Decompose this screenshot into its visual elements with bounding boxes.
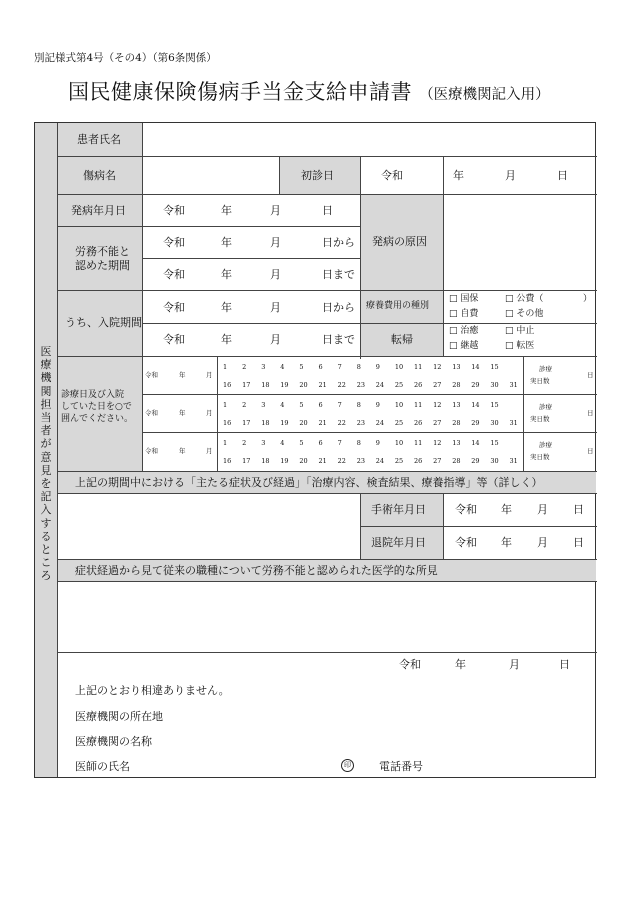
discharge-date-label: 退院年月日 (371, 536, 426, 549)
label-bg-incapacity (58, 226, 142, 290)
outcome-stopped-checkbox[interactable]: □ 中止 (505, 326, 535, 336)
outcome-transfer-checkbox[interactable]: □ 転医 (505, 341, 535, 351)
clinic-days-label: 実日数 (530, 453, 550, 461)
calendar-day[interactable]: 4 (280, 363, 285, 371)
onset-date-label: 発病年月日 (71, 204, 126, 217)
hospital-from-day[interactable]: 日から (322, 301, 355, 314)
address-label: 医療機関の所在地 (75, 710, 163, 723)
onset-era[interactable]: 令和 (163, 204, 185, 217)
cost-public-close: ） (583, 294, 593, 304)
calendar-day[interactable]: 7 (337, 363, 342, 371)
calendar-day[interactable]: 3 (261, 439, 266, 447)
details-heading: 上記の期間中における「主たる症状及び経過」「治療内容、検査結果、療養指導」等（詳しく） (75, 476, 543, 489)
calendar-day[interactable]: 30 (490, 419, 499, 427)
calendar-day[interactable]: 5 (299, 439, 304, 447)
calendar-day[interactable]: 15 (490, 439, 499, 447)
calendar-day[interactable]: 6 (318, 401, 323, 409)
calendar-day[interactable]: 19 (280, 457, 289, 465)
surgery-era[interactable]: 令和 (455, 503, 477, 516)
first-visit-month[interactable]: 月 (505, 169, 516, 182)
clinic-days-label: 診療 (539, 365, 552, 373)
calendar-day[interactable]: 14 (471, 401, 480, 409)
calendar-day[interactable]: 12 (433, 363, 442, 371)
calendar-day[interactable]: 30 (490, 457, 499, 465)
calendar-day[interactable]: 24 (375, 419, 385, 427)
calendar-day[interactable]: 21 (318, 419, 327, 427)
calendar-day[interactable]: 2 (242, 439, 247, 447)
calendar-day[interactable]: 25 (394, 419, 404, 427)
discharge-era[interactable]: 令和 (455, 536, 477, 549)
cost-national-checkbox[interactable]: □ 国保 (449, 294, 479, 304)
surgery-month[interactable]: 月 (537, 503, 548, 516)
calendar-day[interactable]: 18 (261, 419, 270, 427)
treatment-days-label-2: していた日を○で (61, 402, 132, 412)
calendar-day[interactable]: 21 (318, 381, 327, 389)
sign-era[interactable]: 令和 (399, 658, 421, 671)
hospital-period-label: うち、入院期間 (65, 316, 142, 329)
onset-month[interactable]: 月 (270, 204, 281, 217)
treatment-days-label-3: 囲んでください。 (61, 414, 134, 424)
cal-month-year[interactable]: 年 (179, 409, 186, 417)
cost-public-checkbox[interactable]: □ 公費（ (505, 294, 544, 304)
calendar-day[interactable]: 15 (490, 401, 499, 409)
treatment-days-label-1: 診療日及び入院 (61, 390, 125, 400)
calendar-day[interactable]: 6 (318, 439, 323, 447)
calendar-day[interactable]: 11 (414, 439, 423, 447)
discharge-year[interactable]: 年 (501, 536, 512, 549)
calendar-day[interactable]: 17 (242, 419, 251, 427)
incapacity-to-day[interactable]: 日まで (322, 268, 355, 281)
incapacity-label-1: 労務不能と (75, 245, 130, 258)
calendar-day[interactable]: 5 (299, 401, 304, 409)
calendar-day[interactable]: 15 (490, 363, 499, 371)
hospital-from-year[interactable]: 年 (221, 301, 232, 314)
title-suffix: （医療機関記入用） (419, 87, 550, 103)
clinic-days-label: 診療 (539, 441, 552, 449)
medical-opinion-field[interactable] (59, 582, 595, 651)
calendar-day[interactable]: 10 (394, 401, 404, 409)
certify-text: 上記のとおり相違ありません。 (75, 684, 230, 697)
calendar-day[interactable]: 16 (223, 419, 232, 427)
application-form (34, 122, 596, 778)
incapacity-from-era[interactable]: 令和 (163, 236, 185, 249)
cal-month-month[interactable]: 月 (206, 371, 213, 379)
calendar-day[interactable]: 25 (394, 457, 404, 465)
hospital-to-era[interactable]: 令和 (163, 333, 185, 346)
calendar-day[interactable]: 11 (414, 401, 423, 409)
calendar-day[interactable]: 18 (261, 381, 270, 389)
calendar-day[interactable]: 9 (375, 439, 380, 447)
cause-label: 発病の原因 (372, 235, 427, 248)
calendar-day[interactable]: 27 (433, 381, 442, 389)
calendar-day[interactable]: 10 (394, 439, 404, 447)
calendar-day[interactable]: 13 (452, 439, 461, 447)
calendar-day[interactable]: 20 (299, 381, 308, 389)
calendar-day[interactable]: 23 (356, 381, 365, 389)
onset-day[interactable]: 日 (322, 204, 333, 217)
calendar-day[interactable]: 27 (433, 457, 442, 465)
cost-type-label: 療養費用の種別 (366, 301, 430, 311)
calendar-day[interactable]: 23 (356, 419, 365, 427)
sign-day[interactable]: 日 (559, 658, 570, 671)
calendar-day[interactable]: 14 (471, 363, 480, 371)
clinic-days-label: 実日数 (530, 377, 550, 385)
calendar-day[interactable]: 1 (223, 439, 228, 447)
clinic-days-unit: 日 (587, 371, 594, 379)
outcome-cured-checkbox[interactable]: □ 治癒 (449, 326, 479, 336)
hospital-to-month[interactable]: 月 (270, 333, 281, 346)
incapacity-from-year[interactable]: 年 (221, 236, 232, 249)
cal-month-era[interactable]: 令和 (145, 371, 158, 379)
clinic-days-label: 実日数 (530, 415, 550, 423)
calendar-day[interactable]: 25 (394, 381, 404, 389)
calendar-day[interactable]: 17 (242, 381, 251, 389)
clinic-days-unit: 日 (587, 447, 594, 455)
hospital-from-era[interactable]: 令和 (163, 301, 185, 314)
calendar-day[interactable]: 28 (452, 381, 461, 389)
calendar-day[interactable]: 30 (490, 381, 499, 389)
institution-label: 医療機関の名称 (75, 735, 152, 748)
title-main: 国民健康保険傷病手当金支給申請書 (68, 80, 412, 104)
calendar-day[interactable]: 5 (299, 363, 304, 371)
calendar-day[interactable]: 11 (414, 363, 423, 371)
incapacity-to-era[interactable]: 令和 (163, 268, 185, 281)
injury-name-field[interactable] (143, 157, 278, 193)
seal-mark: 印 (341, 759, 354, 772)
calendar-day[interactable]: 10 (394, 363, 404, 371)
sign-year[interactable]: 年 (455, 658, 466, 671)
hospital-to-year[interactable]: 年 (221, 333, 232, 346)
calendar-day[interactable]: 26 (414, 419, 423, 427)
calendar-day[interactable]: 29 (471, 457, 480, 465)
hospital-to-day[interactable]: 日まで (322, 333, 355, 346)
surgery-day[interactable]: 日 (573, 503, 584, 516)
details-field[interactable] (59, 494, 359, 558)
outcome-label: 転帰 (391, 333, 413, 346)
calendar-day[interactable]: 24 (375, 457, 385, 465)
first-visit-day[interactable]: 日 (557, 169, 568, 182)
calendar-day[interactable]: 2 (242, 401, 247, 409)
cal-month-year[interactable]: 年 (179, 447, 186, 455)
calendar-day[interactable]: 7 (337, 439, 342, 447)
calendar-day[interactable]: 16 (223, 457, 232, 465)
doctor-label: 医師の氏名 (75, 760, 130, 773)
calendar-day[interactable]: 9 (375, 363, 380, 371)
calendar-day[interactable]: 17 (242, 457, 251, 465)
calendar-day[interactable]: 24 (375, 381, 385, 389)
calendar-day[interactable]: 19 (280, 419, 289, 427)
calendar-day[interactable]: 13 (452, 363, 461, 371)
calendar-day[interactable]: 1 (223, 401, 228, 409)
calendar-day[interactable]: 2 (242, 363, 247, 371)
cal-month-month[interactable]: 月 (206, 447, 213, 455)
phone-label: 電話番号 (379, 760, 423, 773)
calendar-day[interactable]: 29 (471, 381, 480, 389)
calendar-day[interactable]: 4 (280, 439, 285, 447)
calendar-day[interactable]: 4 (280, 401, 285, 409)
discharge-month[interactable]: 月 (537, 536, 548, 549)
calendar-day[interactable]: 3 (261, 363, 266, 371)
calendar-day[interactable]: 22 (337, 457, 346, 465)
cal-month-era[interactable]: 令和 (145, 447, 158, 455)
clinic-days-unit: 日 (587, 409, 594, 417)
patient-name-label: 患者氏名 (77, 133, 121, 146)
cal-month-month[interactable]: 月 (206, 409, 213, 417)
calendar-day[interactable]: 31 (509, 419, 518, 427)
calendar-day[interactable]: 8 (356, 363, 361, 371)
calendar-day[interactable]: 20 (299, 457, 308, 465)
side-label: 医療機関担当者が意見を記入するところ (40, 345, 52, 583)
calendar-day[interactable]: 6 (318, 363, 323, 371)
incapacity-from-day[interactable]: 日から (322, 236, 355, 249)
calendar-day[interactable]: 23 (356, 457, 365, 465)
calendar-day[interactable]: 12 (433, 401, 442, 409)
injury-name-label: 傷病名 (83, 169, 116, 182)
calendar-day[interactable]: 28 (452, 457, 461, 465)
discharge-day[interactable]: 日 (573, 536, 584, 549)
cal-month-era[interactable]: 令和 (145, 409, 158, 417)
patient-name-field[interactable] (143, 124, 595, 155)
onset-year[interactable]: 年 (221, 204, 232, 217)
calendar-day[interactable]: 28 (452, 419, 461, 427)
incapacity-to-month[interactable]: 月 (270, 268, 281, 281)
first-visit-year[interactable]: 年 (453, 169, 464, 182)
calendar-day[interactable]: 29 (471, 419, 480, 427)
calendar-day[interactable]: 18 (261, 457, 270, 465)
incapacity-to-year[interactable]: 年 (221, 268, 232, 281)
surgery-year[interactable]: 年 (501, 503, 512, 516)
clinic-days-label: 診療 (539, 403, 552, 411)
medical-opinion-heading: 症状経過から見て従来の職種について労務不能と認められた医学的な所見 (75, 564, 438, 577)
calendar-day[interactable]: 31 (509, 457, 518, 465)
calendar-day[interactable]: 14 (471, 439, 480, 447)
hospital-from-month[interactable]: 月 (270, 301, 281, 314)
calendar-day[interactable]: 1 (223, 363, 228, 371)
cal-month-year[interactable]: 年 (179, 371, 186, 379)
cost-other-checkbox[interactable]: □ その他 (505, 309, 544, 319)
calendar-day[interactable]: 26 (414, 381, 423, 389)
calendar-day[interactable]: 9 (375, 401, 380, 409)
calendar-day[interactable]: 26 (414, 457, 423, 465)
calendar-day[interactable]: 31 (509, 381, 518, 389)
first-visit-label: 初診日 (301, 169, 334, 182)
calendar-day[interactable]: 20 (299, 419, 308, 427)
surgery-date-label: 手術年月日 (371, 503, 426, 516)
calendar-day[interactable]: 27 (433, 419, 442, 427)
calendar-day[interactable]: 12 (433, 439, 442, 447)
calendar-day[interactable]: 22 (337, 381, 346, 389)
incapacity-label-2: 認めた期間 (75, 259, 130, 272)
calendar-day[interactable]: 7 (337, 401, 342, 409)
incapacity-from-month[interactable]: 月 (270, 236, 281, 249)
calendar-day[interactable]: 21 (318, 457, 327, 465)
cause-field[interactable] (444, 195, 595, 289)
calendar-day[interactable]: 16 (223, 381, 232, 389)
form-number: 別記様式第4号（その4）（第6条関係） (34, 52, 217, 64)
outcome-continued-checkbox[interactable]: □ 継越 (449, 341, 479, 351)
page-title (68, 76, 550, 106)
calendar-day[interactable]: 13 (452, 401, 461, 409)
calendar-day[interactable]: 19 (280, 381, 289, 389)
calendar-day[interactable]: 8 (356, 439, 361, 447)
cost-self-checkbox[interactable]: □ 自費 (449, 309, 479, 319)
calendar-day[interactable]: 22 (337, 419, 346, 427)
sign-month[interactable]: 月 (509, 658, 520, 671)
calendar-day[interactable]: 8 (356, 401, 361, 409)
calendar-day[interactable]: 3 (261, 401, 266, 409)
first-visit-era[interactable]: 令和 (381, 169, 403, 182)
